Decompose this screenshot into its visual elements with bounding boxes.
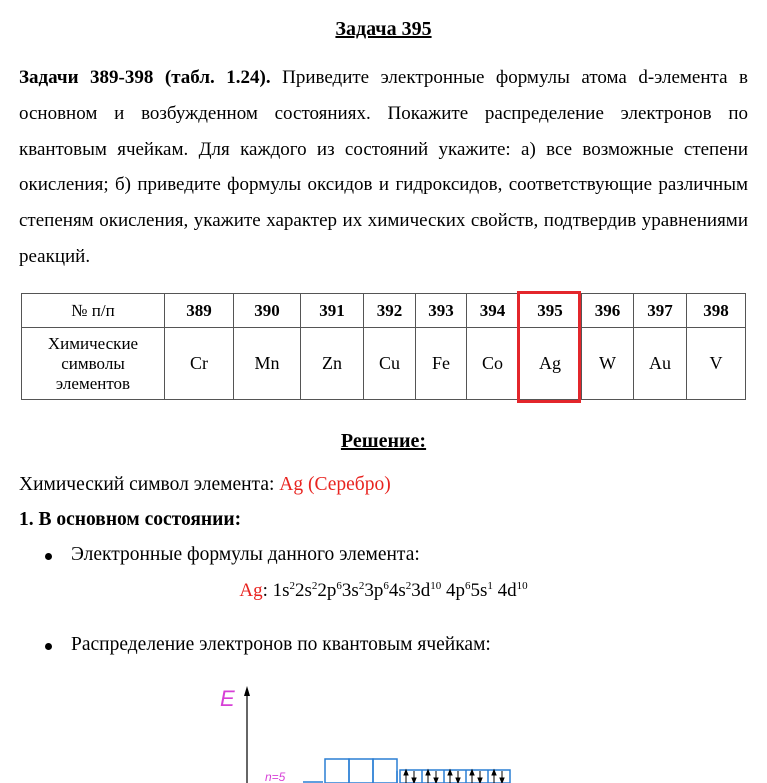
orbital-exponent: 6 xyxy=(336,580,342,592)
element-symbol-cell: Cu xyxy=(364,328,416,400)
orbital-exponent: 2 xyxy=(311,580,318,592)
element-symbol-cell: Fe xyxy=(416,328,467,400)
element-symbol-cell: V xyxy=(687,328,746,400)
task-number-cell: 390 xyxy=(234,294,301,328)
orbital-term: 3p xyxy=(364,580,384,601)
orbital-exponent: 10 xyxy=(516,580,528,592)
element-symbol-cell: Cr xyxy=(165,328,234,400)
formula-symbol: Ag xyxy=(239,580,263,601)
bullet-dot xyxy=(45,553,52,560)
row-label-line: символы xyxy=(61,353,125,373)
orbital-exponent: 10 xyxy=(430,580,442,592)
element-symbol-row xyxy=(22,328,746,400)
element-symbol-cell: Co xyxy=(467,328,519,400)
orbital-exponent: 6 xyxy=(383,580,389,592)
orbital-term: 3d xyxy=(411,580,431,601)
level-label: n=5 xyxy=(265,770,286,783)
element-value: Ag (Серебро) xyxy=(279,474,391,495)
row-label-line: Химические xyxy=(47,333,139,353)
electron-formula xyxy=(0,580,767,602)
element-symbol-cell: Zn xyxy=(301,328,364,400)
orbital-term: 3s xyxy=(341,580,359,601)
formula-separator: : xyxy=(262,580,273,601)
task-description xyxy=(19,60,748,275)
task-number-cell: 389 xyxy=(165,294,234,328)
orbital-cell xyxy=(349,759,373,783)
header-label: № п/п xyxy=(22,294,165,328)
orbital-term: 4p xyxy=(441,580,465,601)
task-number-cell: 392 xyxy=(364,294,416,328)
task-number-row xyxy=(22,294,746,328)
electron-arrows xyxy=(404,770,504,783)
task-number-cell: 396 xyxy=(582,294,634,328)
element-symbol-cell: Au xyxy=(634,328,687,400)
orbital-cell xyxy=(325,759,349,783)
task-number-cell: 398 xyxy=(687,294,746,328)
orbital-exponent: 1 xyxy=(487,580,493,592)
orbital-term: 2p xyxy=(317,580,337,601)
task-number-cell: 393 xyxy=(416,294,467,328)
axis-arrow-icon xyxy=(244,686,250,696)
bullet-dot xyxy=(45,643,52,650)
orbital-5p-cells xyxy=(325,759,397,783)
orbital-term: 1s xyxy=(272,580,290,601)
orbital-exponent: 2 xyxy=(405,580,412,592)
orbital-term: 4s xyxy=(388,580,406,601)
element-line xyxy=(19,474,391,496)
row-label-line: элементов xyxy=(55,373,131,393)
row-label xyxy=(22,328,165,400)
page-title: Задача 395 xyxy=(335,18,432,40)
quantum-cell-diagram xyxy=(180,680,540,783)
element-label: Химический символ элемента: xyxy=(19,474,280,495)
orbital-exponent: 2 xyxy=(358,580,365,592)
bullet-text: Электронные формулы данного элемента: xyxy=(71,544,420,565)
section-heading: 1. В основном состоянии: xyxy=(19,509,242,530)
task-number-cell: 394 xyxy=(467,294,519,328)
bullet-text: Распределение электронов по квантовым ячейкам: xyxy=(71,634,491,655)
task-number-cell: 391 xyxy=(301,294,364,328)
element-symbol-cell: W xyxy=(582,328,634,400)
task-number-cell: 397 xyxy=(634,294,687,328)
orbital-cell xyxy=(373,759,397,783)
task-table xyxy=(21,293,746,400)
orbital-exponent: 6 xyxy=(464,580,471,592)
orbital-term: 5s xyxy=(470,580,488,601)
energy-axis-label: E xyxy=(220,686,235,711)
orbital-term: 2s xyxy=(295,580,312,601)
solution-heading: Решение: xyxy=(340,430,427,452)
orbital-term: 4d xyxy=(492,580,517,601)
task-text: Приведите электронные формулы атома d-элемента в основном и возбужденном состояниях. Покажите распределение электронов по квантовым ячейкам. Для каждого из состояний укажите: а) все возможные степени окисления; б) приведите формулы оксидов и гидроксидов, соответствующие различным степеням окисления, укажите характер их химических свойств, подтвердив уравнениями реакций. xyxy=(19,67,748,267)
task-reference: Задачи 389-398 (табл. 1.24). xyxy=(19,67,271,88)
element-symbol-cell: Ag xyxy=(519,328,582,400)
element-symbol-cell: Mn xyxy=(234,328,301,400)
task-number-cell: 395 xyxy=(519,294,582,328)
orbital-exponent: 2 xyxy=(289,580,296,592)
